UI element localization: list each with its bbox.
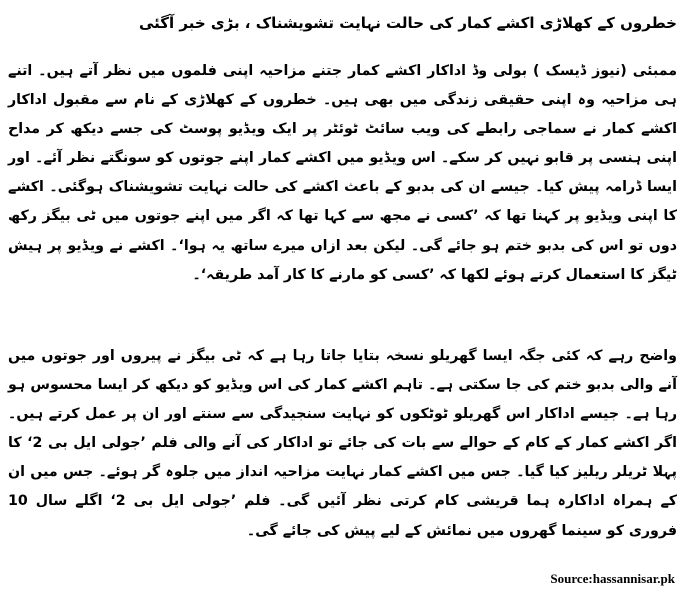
article-headline: خطروں کے کھلاڑی اکشے کمار کی حالت نہایت تشویشناک ، بڑی خبر آگئی [139,14,677,32]
source-credit: Source:hassannisar.pk [550,571,675,586]
article [6,0,679,597]
article-paragraph-2: واضح رہے کہ کئی جگہ ایسا گھریلو نسخہ بتایا جاتا رہا ہے کہ ٹی بیگز نے پیروں اور جوتوں میں آنے والی بدبو ختم کی جا سکتی ہے۔ تاہم اکشے کمار کی اس ویڈیو کو دیکھ کر ایسا محسوس ہو رہا ہے۔ جیسے اداکار اس گھریلو ٹوٹکوں کو نہایت سنجیدگی سے سنتے اور ان پر عمل کرتے ہیں۔ اگر اکشے کمار کے کام کے حوالے سے بات کی جائے تو اداکار کی آنے والی فلم ’جولی ایل بی 2‘ کا پہلا ٹریلر ریلیز کیا گیا۔ جس میں اکشے کمار نہایت مزاحیہ انداز میں جلوہ گر ہوئے۔ جس میں ان کے ہمراہ اداکارہ ہما قریشی کام کرتی نظر آئیں گی۔ فلم ’جولی ایل بی 2‘ اگلے سال 10 فروری کو سینما گھروں میں نمائش کے لیے پیش کی جائے گی۔ [8,348,678,539]
article-paragraph-1: ممبئی (نیوز ڈیسک ) بولی وڈ اداکار اکشے کمار جتنے مزاحیہ اپنی فلموں میں نظر آتے ہیں۔ اتنے ہی مزاحیہ وہ اپنی حقیقی زندگی میں بھی ہیں۔ خطروں کے کھلاڑی کے نام سے مقبول اداکار اکشے کمار نے سماجی رابطے کی ویب سائٹ ٹوئٹر پر ایک ویڈیو پوسٹ کی جسے دیکھ کر مداح اپنی ہنسی پر قابو نہیں کر سکے۔ اس ویڈیو میں اکشے کمار اپنے جوتوں کو سونگتے نظر آئے۔ اور ایسا ڈرامہ پیش کیا۔ جیسے ان کی بدبو کے باعث اکشے کی حالت نہایت تشویشناک ہوگئی۔ اکشے کا اپنی ویڈیو پر کہنا تھا کہ ’کسی نے مجھ سے کہا تھا کہ اگر میں اپنے جوتوں میں ٹی بیگز رکھ دوں تو اس کی بدبو ختم ہو جائے گی۔ لیکن بعد ازاں میرے ساتھ یہ ہوا‘۔ اکشے نے ویڈیو پر ہیش ٹیگز کا استعمال کرتے ہوئے لکھا کہ ’کسی کو مارنے کا کار آمد طریقہ‘۔ [8,63,677,283]
